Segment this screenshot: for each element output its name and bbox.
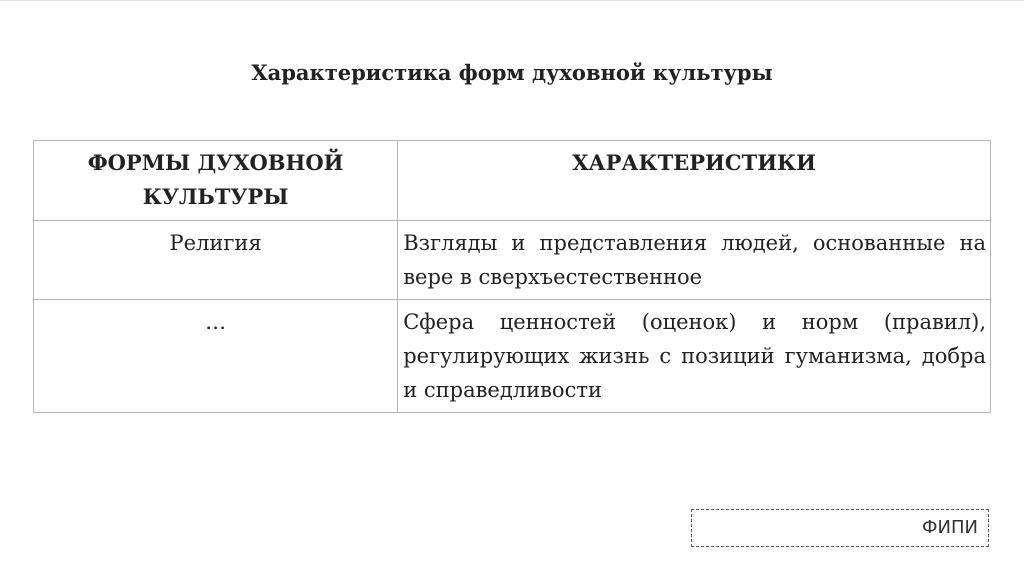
form-cell: Религия: [34, 221, 398, 300]
form-cell: …: [34, 300, 398, 413]
table-header-row: [34, 141, 991, 221]
source-box: [691, 509, 989, 547]
forms-table: [33, 140, 991, 413]
column-header-forms: ФОРМЫ ДУХОВНОЙ КУЛЬТУРЫ: [34, 141, 398, 221]
table-row: [34, 221, 991, 300]
description-cell: Сфера ценностей (оценок) и норм (правил), регулирующих жизнь с позиций гуманизма, добра и справедливости: [398, 300, 991, 413]
column-header-characteristics: ХАРАКТЕРИСТИКИ: [398, 141, 991, 221]
top-divider: [0, 0, 1024, 1]
description-cell: Взгляды и представления людей, основанные на вере в сверхъестественное: [398, 221, 991, 300]
source-label: ФИПИ: [922, 517, 978, 538]
table-row: [34, 300, 991, 413]
slide-title: Характеристика форм духовной культуры: [251, 60, 773, 85]
